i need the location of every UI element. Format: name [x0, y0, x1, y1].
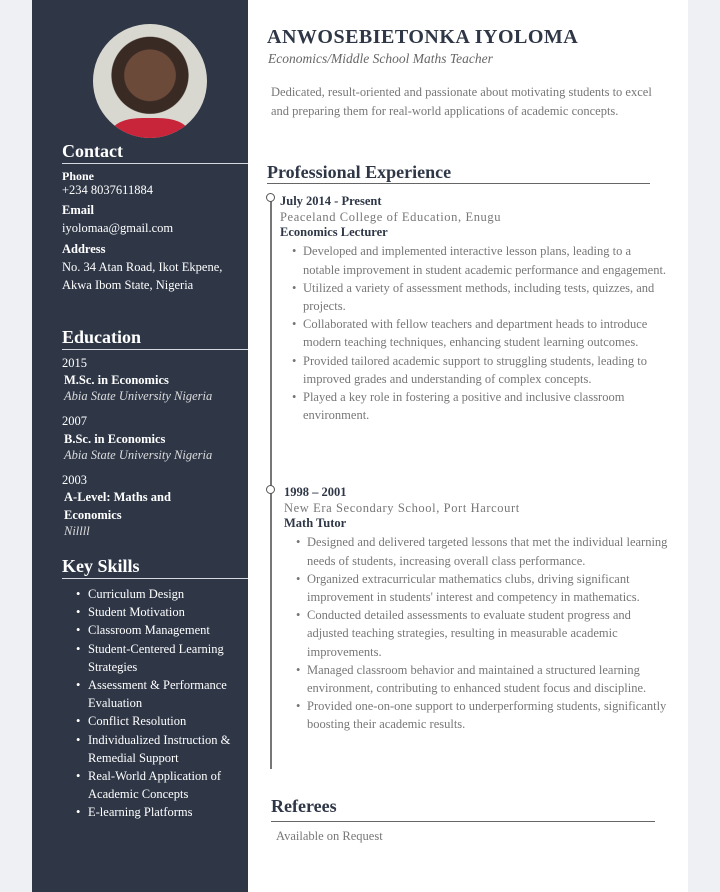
edu-school: Abia State University Nigeria	[64, 448, 213, 462]
edu-degree: B.Sc. in Economics	[64, 432, 166, 446]
job-bullet: • Provided one-on-one support to underperforming students, significantly boosting their academic results.	[296, 697, 674, 733]
edu-year: 2003	[62, 473, 87, 487]
job-bullet: • Managed classroom behavior and maintained a structured learning environment, contributing to enhanced student focus and discipline.	[296, 661, 674, 697]
skill-item: • E-learning Platforms	[76, 803, 246, 821]
edu-year: 2007	[62, 414, 87, 428]
edu-school: Abia State University Nigeria	[64, 389, 213, 403]
job-date: July 2014 - Present	[280, 194, 382, 208]
edu-year: 2015	[62, 356, 87, 370]
skill-item: • Assessment & Performance Evaluation	[76, 676, 246, 712]
job-bullet: • Designed and delivered targeted lessons that met the individual learning needs of students, increasing overall class performance.	[296, 533, 674, 569]
timeline-dot-icon	[266, 193, 275, 202]
skill-item: • Conflict Resolution	[76, 712, 246, 730]
email[interactable]: iyolomaa@gmail.com	[62, 221, 174, 235]
timeline-line	[270, 197, 272, 769]
education-heading: Education	[62, 327, 248, 350]
job-role: Math Tutor	[284, 516, 347, 531]
edu-degree: M.Sc. in Economics	[64, 373, 169, 387]
job-bullet: • Collaborated with fellow teachers and department heads to introduce modern teaching techniques, enhancing student learning outcomes.	[292, 315, 670, 351]
profile-photo	[93, 24, 207, 138]
skills-list	[76, 585, 246, 822]
phone-label: Phone	[62, 169, 95, 183]
edu-degree: A-Level: Maths and Economics	[64, 490, 171, 522]
candidate-name: ANWOSEBIETONKA IYOLOMA	[267, 26, 579, 48]
summary: Dedicated, result-oriented and passionate about motivating students to excel and preparing them for real-world applications of academic concepts.	[271, 85, 652, 118]
job-entry	[280, 192, 670, 424]
contact-heading: Contact	[62, 141, 248, 164]
skill-item: • Individualized Instruction & Remedial Support	[76, 731, 246, 767]
job-org: Peaceland College of Education, Enugu	[280, 210, 502, 225]
phone: +234 8037611884	[62, 183, 153, 197]
job-bullet: • Conducted detailed assessments to evaluate student progress and adjusted teaching strategies, resulting in measurable academic improvements.	[296, 606, 674, 661]
sidebar	[32, 0, 248, 892]
main-content	[248, 0, 688, 892]
skill-item: • Student-Centered Learning Strategies	[76, 640, 246, 676]
skill-item: • Classroom Management	[76, 621, 246, 639]
job-bullet: • Organized extracurricular mathematics clubs, driving significant improvement in students' interest and competency in mathematics.	[296, 570, 674, 606]
job-bullet: • Developed and implemented interactive lesson plans, leading to a notable improvement in student academic performance and engagement.	[292, 242, 670, 278]
skills-heading: Key Skills	[62, 556, 248, 579]
candidate-title: Economics/Middle School Maths Teacher	[268, 51, 493, 66]
job-bullet: • Utilized a variety of assessment methods, including tests, quizzes, and projects.	[292, 279, 670, 315]
job-role: Economics Lecturer	[280, 225, 388, 240]
job-bullet: • Provided tailored academic support to struggling students, leading to improved grades and understanding of complex concepts.	[292, 352, 670, 388]
address: No. 34 Atan Road, Ikot Ekpene, Akwa Ibom State, Nigeria	[62, 260, 223, 292]
address-label: Address	[62, 242, 106, 256]
job-date: 1998 – 2001	[284, 485, 347, 499]
referees-text: Available on Request	[276, 829, 383, 843]
email-label: Email	[62, 203, 94, 217]
referees-heading: Referees	[271, 796, 655, 822]
job-bullet: • Played a key role in fostering a positive and inclusive classroom environment.	[292, 388, 670, 424]
edu-school: Nillll	[64, 524, 90, 538]
experience-heading: Professional Experience	[267, 162, 650, 184]
job-entry	[284, 483, 674, 734]
skill-item: • Curriculum Design	[76, 585, 246, 603]
timeline-dot-icon	[266, 485, 275, 494]
skill-item: • Real-World Application of Academic Concepts	[76, 767, 246, 803]
skill-item: • Student Motivation	[76, 603, 246, 621]
job-org: New Era Secondary School, Port Harcourt	[284, 501, 520, 516]
